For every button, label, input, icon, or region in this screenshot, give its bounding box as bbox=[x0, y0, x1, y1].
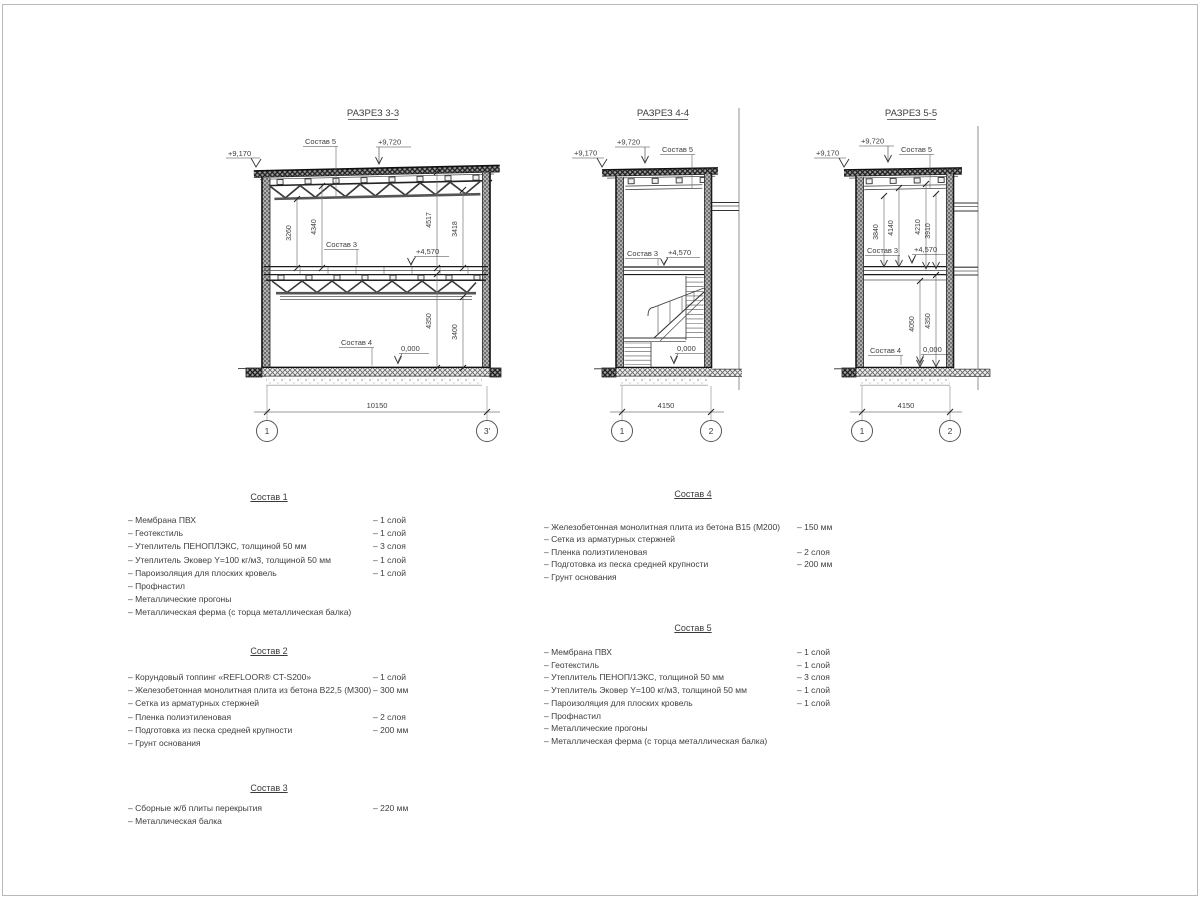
composition-item: – Профнастил bbox=[544, 710, 601, 721]
elevation-label: 0,000 bbox=[923, 345, 942, 354]
composition-ref-label: Состав 4 bbox=[870, 346, 902, 355]
composition-item: – Металлическая ферма (с торца металлическая балка) bbox=[128, 607, 352, 618]
elevation-label: +9,720 bbox=[617, 137, 641, 147]
composition-item: – Сетка из арматурных стержней bbox=[128, 698, 260, 709]
composition-title: Состав 5 bbox=[674, 623, 712, 633]
composition-item: – Грунт основания bbox=[128, 738, 201, 749]
composition-item: – Железобетонная монолитная плита из бетона В15 (М200) – 150 мм bbox=[544, 522, 833, 532]
composition-block-2 bbox=[128, 646, 410, 750]
composition-item: – Сетка из арматурных стержней bbox=[544, 534, 676, 545]
composition-item: – Сборные ж/б плиты перекрытия – 220 мм bbox=[128, 803, 409, 813]
composition-item: – Утеплитель Эковер Y=100 кг/м3, толщиной 50 мм – 1 слой bbox=[544, 685, 830, 696]
section-title: РАЗРЕЗ 4-4 bbox=[636, 108, 690, 119]
composition-ref-label: Состав 4 bbox=[341, 338, 373, 347]
composition-item: – Пароизоляция для плоских кровель – 1 слой bbox=[128, 567, 406, 578]
dim-label: 4210 bbox=[915, 219, 922, 235]
dim-label: 10150 bbox=[366, 401, 388, 410]
composition-item: – Мембрана ПВХ – 1 слой bbox=[128, 515, 406, 525]
composition-item: – Геотекстиль – 1 слой bbox=[128, 528, 406, 539]
elevation-label: 0,000 bbox=[677, 344, 696, 353]
section-3-3 bbox=[226, 108, 501, 442]
composition-item: – Подготовка из песка средней крупности – 200 мм bbox=[544, 559, 833, 570]
composition-ref-label: Состав 3 bbox=[627, 249, 659, 258]
composition-ref-label: Состав 5 bbox=[305, 137, 337, 146]
composition-ref-label: Состав 3 bbox=[867, 246, 899, 255]
dim-label: 4517 bbox=[426, 212, 433, 228]
composition-ref-label: Состав 5 bbox=[662, 145, 694, 154]
grid-bubble-label: 1 bbox=[264, 426, 270, 436]
composition-block-3 bbox=[128, 783, 410, 828]
composition-item: – Металлические прогоны bbox=[128, 594, 232, 605]
composition-item: – Корундовый топпинг «REFLOOR® CT-S200» – 1 слой bbox=[128, 672, 406, 682]
dim-label: 3260 bbox=[286, 225, 293, 241]
composition-item: – Геотекстиль – 1 слой bbox=[544, 659, 830, 670]
elevation-label: +4,570 bbox=[668, 248, 692, 257]
elevation-label: 0,000 bbox=[401, 344, 420, 353]
section-5-5 bbox=[814, 108, 990, 442]
composition-item: – Профнастил bbox=[128, 581, 185, 592]
elevation-label: +9,170 bbox=[574, 148, 598, 158]
section-title: РАЗРЕЗ 3-3 bbox=[346, 108, 400, 119]
composition-item: – Металлическая балка bbox=[128, 815, 222, 826]
grid-bubble-label: 3' bbox=[483, 426, 491, 436]
dim-label: 4150 bbox=[657, 401, 675, 410]
section-4-4 bbox=[572, 108, 742, 442]
composition-ref-label: Состав 5 bbox=[901, 145, 933, 154]
dim-label: 4340 bbox=[311, 219, 318, 235]
composition-item: – Утеплитель ПЕНОПЛЭКС, толщиной 50 мм – 3 слоя bbox=[128, 541, 406, 552]
composition-item: – Подготовка из песка средней крупности – 200 мм bbox=[128, 724, 409, 735]
dim-label: 4150 bbox=[897, 401, 915, 410]
composition-item: – Утеплитель Эковер Y=100 кг/м3, толщиной 50 мм – 1 слой bbox=[128, 554, 406, 565]
dim-label: 3400 bbox=[452, 324, 459, 340]
composition-ref-label: Состав 3 bbox=[326, 240, 358, 249]
composition-item: – Грунт основания bbox=[544, 571, 617, 582]
composition-title: Состав 2 bbox=[250, 646, 288, 656]
elevation-label: +9,170 bbox=[816, 148, 840, 158]
elevation-label: +9,720 bbox=[861, 136, 885, 146]
composition-title: Состав 3 bbox=[250, 783, 288, 793]
grid-bubble-label: 2 bbox=[708, 426, 714, 436]
grid-bubble-label: 2 bbox=[947, 426, 953, 436]
composition-item: – Утеплитель ПЕНОП/1ЭКС, толщиной 50 мм – 3 слоя bbox=[544, 672, 830, 683]
dim-label: 3840 bbox=[873, 224, 880, 240]
dim-label: 4050 bbox=[909, 316, 916, 332]
elevation-label: +9,170 bbox=[228, 149, 252, 158]
dim-label: 4350 bbox=[426, 313, 433, 329]
composition-item: – Мембрана ПВХ – 1 слой bbox=[544, 647, 830, 657]
composition-block-1 bbox=[128, 492, 410, 620]
composition-item: – Пленка полиэтиленовая – 2 слоя bbox=[544, 546, 830, 557]
composition-title: Состав 4 bbox=[674, 489, 712, 499]
dim-label: 3910 bbox=[925, 223, 932, 239]
composition-item: – Металлическая ферма (с торца металлическая балка) bbox=[544, 735, 768, 746]
dim-label: 3418 bbox=[452, 221, 459, 237]
composition-item: – Железобетонная монолитная плита из бетона В22,5 (М300) – 300 мм bbox=[128, 685, 409, 696]
section-title: РАЗРЕЗ 5-5 bbox=[884, 108, 938, 119]
dim-label: 4140 bbox=[888, 220, 895, 236]
composition-item: – Пленка полиэтиленовая – 2 слоя bbox=[128, 711, 406, 722]
dim-label: 4350 bbox=[925, 313, 932, 329]
composition-block-4 bbox=[544, 489, 842, 583]
composition-item: – Металлические прогоны bbox=[544, 723, 648, 734]
grid-bubble-label: 1 bbox=[619, 426, 625, 436]
composition-item: – Пароизоляция для плоских кровель – 1 слой bbox=[544, 697, 830, 708]
elevation-label: +9,720 bbox=[378, 137, 402, 147]
elevation-label: +4,570 bbox=[914, 245, 938, 254]
composition-block-5 bbox=[544, 623, 842, 748]
grid-bubble-label: 1 bbox=[859, 426, 865, 436]
composition-title: Состав 1 bbox=[250, 492, 288, 502]
elevation-label: +4,570 bbox=[416, 247, 440, 256]
